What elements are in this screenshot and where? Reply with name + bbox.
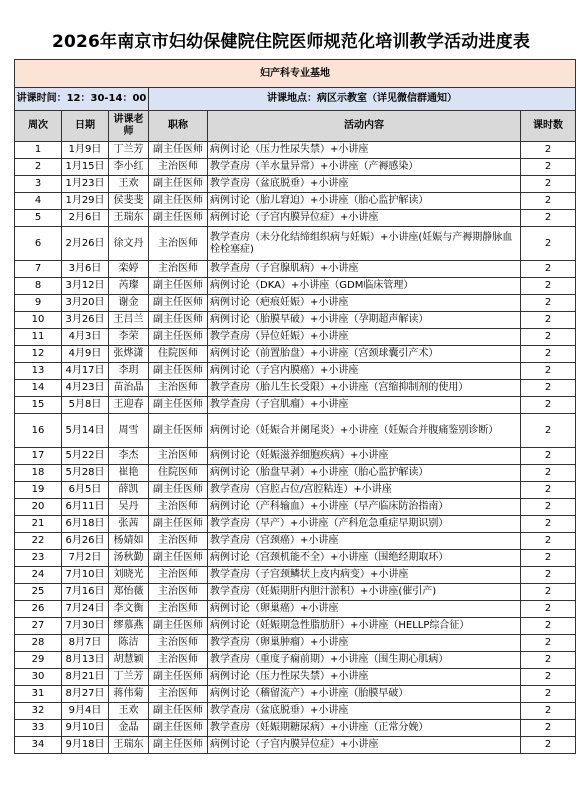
cell-activity: 教学查房（妊娠期糖尿病）+小讲座（正常分娩）: [208, 720, 521, 737]
table-row: [15, 618, 576, 635]
cell-week: 11: [15, 329, 62, 346]
cell-activity: 病例讨论（子宫内膜异位症）+小讲座: [208, 210, 521, 227]
cell-teacher: 李杰: [109, 448, 149, 465]
cell-week: 24: [15, 567, 62, 584]
cell-date: 7月10日: [62, 567, 109, 584]
cell-date: 1月15日: [62, 159, 109, 176]
department-label: 妇产科专业基地: [15, 60, 576, 88]
cell-hours: 2: [521, 686, 576, 703]
table-row: [15, 465, 576, 482]
table-row: [15, 227, 576, 261]
cell-date: 5月14日: [62, 414, 109, 448]
table-row: [15, 278, 576, 295]
cell-week: 34: [15, 737, 62, 754]
cell-title: 主治医师: [149, 448, 208, 465]
cell-hours: 2: [521, 261, 576, 278]
cell-date: 2月26日: [62, 227, 109, 261]
cell-title: 副主任医师: [149, 414, 208, 448]
cell-activity: 病例讨论（稽留流产）+小讲座（胎膜早破）: [208, 686, 521, 703]
cell-activity: 病例讨论（宫颈机能不全）+小讲座（围绝经期取环）: [208, 550, 521, 567]
cell-title: 主治医师: [149, 533, 208, 550]
cell-date: 5月22日: [62, 448, 109, 465]
cell-activity: 病例讨论（胎儿窘迫）+小讲座（胎心监护解读）: [208, 193, 521, 210]
cell-teacher: 王迎春: [109, 397, 149, 414]
cell-week: 32: [15, 703, 62, 720]
cell-week: 18: [15, 465, 62, 482]
cell-hours: 2: [521, 295, 576, 312]
cell-week: 9: [15, 295, 62, 312]
cell-date: 9月4日: [62, 703, 109, 720]
cell-hours: 2: [521, 448, 576, 465]
cell-week: 21: [15, 516, 62, 533]
header-row: [15, 111, 576, 142]
table-row: [15, 380, 576, 397]
cell-week: 7: [15, 261, 62, 278]
cell-teacher: 崔艳: [109, 465, 149, 482]
lecture-location: 讲课地点：病区示教室（详见微信群通知）: [149, 88, 576, 111]
cell-hours: 2: [521, 482, 576, 499]
cell-teacher: 李玥: [109, 363, 149, 380]
cell-week: 31: [15, 686, 62, 703]
cell-teacher: 王瑞东: [109, 210, 149, 227]
cell-teacher: 金晶: [109, 720, 149, 737]
cell-title: 副主任医师: [149, 193, 208, 210]
header-title: 职称: [149, 111, 208, 142]
header-activity: 活动内容: [208, 111, 521, 142]
cell-date: 6月5日: [62, 482, 109, 499]
cell-date: 4月17日: [62, 363, 109, 380]
cell-teacher: 汤秋勤: [109, 550, 149, 567]
table-row: [15, 550, 576, 567]
cell-week: 14: [15, 380, 62, 397]
cell-week: 25: [15, 584, 62, 601]
cell-activity: 教学查房（妊娠期肝内胆汁淤积）+小讲座(催引产): [208, 584, 521, 601]
cell-teacher: 李文衡: [109, 601, 149, 618]
cell-week: 19: [15, 482, 62, 499]
cell-date: 8月21日: [62, 669, 109, 686]
cell-title: 副主任医师: [149, 618, 208, 635]
header-hours: 课时数: [521, 111, 576, 142]
cell-hours: 2: [521, 584, 576, 601]
info-row: [15, 88, 576, 111]
cell-teacher: 徐文丹: [109, 227, 149, 261]
cell-week: 26: [15, 601, 62, 618]
cell-activity: 教学查房（胎儿生长受限）+小讲座（宫缩抑制剂的使用）: [208, 380, 521, 397]
cell-title: 主治医师: [149, 584, 208, 601]
cell-date: 4月23日: [62, 380, 109, 397]
cell-teacher: 张烨潇: [109, 346, 149, 363]
table-row: [15, 567, 576, 584]
cell-activity: 病例讨论（妊娠合并阑尾炎）+小讲座（妊娠合并腹痛鉴别诊断）: [208, 414, 521, 448]
cell-activity: 教学查房（异位妊娠）+小讲座: [208, 329, 521, 346]
table-row: [15, 193, 576, 210]
cell-teacher: 丁兰芳: [109, 142, 149, 159]
cell-hours: 2: [521, 533, 576, 550]
cell-date: 9月10日: [62, 720, 109, 737]
cell-teacher: 王欢: [109, 176, 149, 193]
cell-teacher: 郑怡薇: [109, 584, 149, 601]
cell-teacher: 缪慕燕: [109, 618, 149, 635]
table-row: [15, 499, 576, 516]
cell-title: 副主任医师: [149, 312, 208, 329]
cell-hours: 2: [521, 465, 576, 482]
cell-date: 8月27日: [62, 686, 109, 703]
table-row: [15, 584, 576, 601]
cell-activity: 教学查房（宫腔占位/宫腔粘连）+小讲座: [208, 482, 521, 499]
header-week: 周次: [15, 111, 62, 142]
cell-week: 6: [15, 227, 62, 261]
cell-teacher: 杨婧如: [109, 533, 149, 550]
cell-date: 6月26日: [62, 533, 109, 550]
table-row: [15, 261, 576, 278]
cell-teacher: 周雪: [109, 414, 149, 448]
table-row: [15, 516, 576, 533]
cell-week: 15: [15, 397, 62, 414]
cell-title: 副主任医师: [149, 482, 208, 499]
cell-activity: 病例讨论（产科输血）+小讲座（早产临床防治指南）: [208, 499, 521, 516]
table-row: [15, 210, 576, 227]
cell-hours: 2: [521, 329, 576, 346]
cell-activity: 病例讨论（妊娠期急性脂肪肝）+小讲座（HELLP综合征）: [208, 618, 521, 635]
cell-date: 4月9日: [62, 346, 109, 363]
page-title: 2026年南京市妇幼保健院住院医师规范化培训教学活动进度表: [51, 32, 531, 52]
cell-teacher: 吴丹: [109, 499, 149, 516]
cell-hours: 2: [521, 618, 576, 635]
cell-title: 主治医师: [149, 635, 208, 652]
cell-activity: 教学查房（卵巢肿瘤）+小讲座: [208, 635, 521, 652]
cell-teacher: 谢金: [109, 295, 149, 312]
cell-teacher: 王瑞东: [109, 737, 149, 754]
cell-hours: 2: [521, 176, 576, 193]
cell-hours: 2: [521, 380, 576, 397]
table-row: [15, 601, 576, 618]
cell-title: 副主任医师: [149, 210, 208, 227]
schedule-table: [14, 59, 576, 754]
cell-title: 副主任医师: [149, 278, 208, 295]
cell-teacher: 蒋伟菊: [109, 686, 149, 703]
cell-title: 副主任医师: [149, 703, 208, 720]
cell-hours: 2: [521, 720, 576, 737]
cell-hours: 2: [521, 635, 576, 652]
lecture-time: 讲课时间：12：30-14：00: [15, 88, 149, 111]
cell-week: 8: [15, 278, 62, 295]
table-row: [15, 397, 576, 414]
cell-teacher: 栾婷: [109, 261, 149, 278]
cell-teacher: 侯斐斐: [109, 193, 149, 210]
cell-hours: 2: [521, 601, 576, 618]
cell-hours: 2: [521, 363, 576, 380]
cell-week: 29: [15, 652, 62, 669]
cell-activity: 病例讨论（胎盘早剥）+小讲座（胎心监护解读）: [208, 465, 521, 482]
table-row: [15, 669, 576, 686]
cell-date: 4月3日: [62, 329, 109, 346]
cell-date: 7月16日: [62, 584, 109, 601]
cell-title: 副主任医师: [149, 329, 208, 346]
cell-week: 30: [15, 669, 62, 686]
cell-week: 4: [15, 193, 62, 210]
cell-activity: 教学查房（未分化结缔组织病与妊娠）+小讲座(妊娠与产褥期静脉血栓栓塞症): [208, 227, 521, 261]
cell-activity: 病例讨论（疤痕妊娠）+小讲座: [208, 295, 521, 312]
cell-teacher: 李荣: [109, 329, 149, 346]
cell-hours: 2: [521, 567, 576, 584]
cell-week: 1: [15, 142, 62, 159]
cell-date: 5月8日: [62, 397, 109, 414]
cell-date: 8月13日: [62, 652, 109, 669]
cell-week: 20: [15, 499, 62, 516]
cell-week: 5: [15, 210, 62, 227]
cell-title: 副主任医师: [149, 737, 208, 754]
cell-title: 副主任医师: [149, 397, 208, 414]
cell-teacher: 陈洁: [109, 635, 149, 652]
table-row: [15, 346, 576, 363]
table-row: [15, 482, 576, 499]
cell-hours: 2: [521, 669, 576, 686]
table-row: [15, 142, 576, 159]
cell-teacher: 李小红: [109, 159, 149, 176]
cell-activity: 教学查房（子宫肌瘤）+小讲座: [208, 397, 521, 414]
cell-teacher: 芮璨: [109, 278, 149, 295]
cell-activity: 教学查房（盆底脱垂）+小讲座: [208, 703, 521, 720]
cell-activity: 教学查房（子宫颈鳞状上皮内病变）+小讲座: [208, 567, 521, 584]
cell-activity: 教学查房（子宫腺肌病）+小讲座: [208, 261, 521, 278]
cell-week: 16: [15, 414, 62, 448]
table-row: [15, 737, 576, 754]
cell-hours: 2: [521, 397, 576, 414]
cell-hours: 2: [521, 516, 576, 533]
cell-hours: 2: [521, 142, 576, 159]
cell-activity: 病例讨论（子宫内膜癌）+小讲座: [208, 363, 521, 380]
cell-week: 33: [15, 720, 62, 737]
cell-hours: 2: [521, 210, 576, 227]
cell-activity: 教学查房（盆底脱垂）+小讲座: [208, 176, 521, 193]
cell-activity: 病例讨论（压力性尿失禁）+小讲座: [208, 142, 521, 159]
cell-activity: 教学查房（羊水量异常）+小讲座（产褥感染）: [208, 159, 521, 176]
cell-week: 28: [15, 635, 62, 652]
cell-week: 3: [15, 176, 62, 193]
table-row: [15, 652, 576, 669]
cell-week: 10: [15, 312, 62, 329]
cell-date: 3月12日: [62, 278, 109, 295]
cell-date: 1月23日: [62, 176, 109, 193]
cell-title: 主治医师: [149, 652, 208, 669]
cell-activity: 病例讨论（妊娠滋养细胞疾病）+小讲座: [208, 448, 521, 465]
table-row: [15, 686, 576, 703]
cell-teacher: 刘晓光: [109, 567, 149, 584]
cell-title: 住院医师: [149, 346, 208, 363]
cell-activity: 教学查房（宫颈癌）+小讲座: [208, 533, 521, 550]
cell-date: 3月6日: [62, 261, 109, 278]
cell-date: 7月2日: [62, 550, 109, 567]
cell-date: 6月11日: [62, 499, 109, 516]
cell-title: 主治医师: [149, 261, 208, 278]
cell-activity: 病例讨论（压力性尿失禁）+小讲座: [208, 669, 521, 686]
cell-activity: 病例讨论（子宫内膜异位症）+小讲座: [208, 737, 521, 754]
cell-title: 主治医师: [149, 159, 208, 176]
header-teacher: 讲课老师: [109, 111, 149, 142]
table-row: [15, 295, 576, 312]
table-row: [15, 363, 576, 380]
cell-title: 副主任医师: [149, 720, 208, 737]
cell-teacher: 丁兰芳: [109, 669, 149, 686]
cell-teacher: 胡慧颖: [109, 652, 149, 669]
cell-week: 23: [15, 550, 62, 567]
cell-hours: 2: [521, 703, 576, 720]
table-row: [15, 329, 576, 346]
cell-date: 3月20日: [62, 295, 109, 312]
table-row: [15, 176, 576, 193]
cell-week: 17: [15, 448, 62, 465]
cell-activity: 病例讨论（胎膜早破）+小讲座（孕期超声解读）: [208, 312, 521, 329]
cell-date: 1月29日: [62, 193, 109, 210]
table-row: [15, 448, 576, 465]
cell-date: 1月9日: [62, 142, 109, 159]
cell-title: 副主任医师: [149, 142, 208, 159]
cell-title: 主治医师: [149, 601, 208, 618]
cell-hours: 2: [521, 652, 576, 669]
cell-title: 主治医师: [149, 686, 208, 703]
cell-title: 主治医师: [149, 380, 208, 397]
cell-week: 12: [15, 346, 62, 363]
cell-date: 7月30日: [62, 618, 109, 635]
cell-title: 主治医师: [149, 567, 208, 584]
cell-hours: 2: [521, 312, 576, 329]
table-row: [15, 414, 576, 448]
cell-title: 住院医师: [149, 465, 208, 482]
cell-date: 5月28日: [62, 465, 109, 482]
cell-teacher: 王吕兰: [109, 312, 149, 329]
cell-hours: 2: [521, 278, 576, 295]
cell-date: 6月18日: [62, 516, 109, 533]
cell-activity: 病例讨论（前置胎盘）+小讲座（宫颈球囊引产术）: [208, 346, 521, 363]
cell-hours: 2: [521, 499, 576, 516]
cell-activity: 病例讨论（DKA）+小讲座（GDM临床管理）: [208, 278, 521, 295]
cell-title: 副主任医师: [149, 176, 208, 193]
cell-title: 主治医师: [149, 499, 208, 516]
table-row: [15, 159, 576, 176]
cell-date: 7月24日: [62, 601, 109, 618]
header-date: 日期: [62, 111, 109, 142]
cell-title: 副主任医师: [149, 295, 208, 312]
cell-hours: 2: [521, 346, 576, 363]
table-row: [15, 312, 576, 329]
cell-title: 副主任医师: [149, 669, 208, 686]
cell-week: 2: [15, 159, 62, 176]
cell-teacher: 薛凯: [109, 482, 149, 499]
cell-activity: 教学查房（早产）+小讲座（产科危急重症早期识别）: [208, 516, 521, 533]
cell-activity: 病例讨论（卵巢癌）+小讲座: [208, 601, 521, 618]
table-row: [15, 720, 576, 737]
department-banner: [15, 60, 576, 88]
cell-activity: 教学查房（重度子痫前期）+小讲座（围生期心肌病）: [208, 652, 521, 669]
cell-date: 9月18日: [62, 737, 109, 754]
cell-week: 27: [15, 618, 62, 635]
cell-hours: 2: [521, 550, 576, 567]
cell-teacher: 苗治晶: [109, 380, 149, 397]
table-row: [15, 703, 576, 720]
cell-date: 8月7日: [62, 635, 109, 652]
cell-title: 副主任医师: [149, 550, 208, 567]
cell-hours: 2: [521, 737, 576, 754]
cell-date: 3月26日: [62, 312, 109, 329]
cell-hours: 2: [521, 159, 576, 176]
cell-week: 13: [15, 363, 62, 380]
cell-hours: 2: [521, 193, 576, 210]
cell-title: 主治医师: [149, 227, 208, 261]
cell-teacher: 王欢: [109, 703, 149, 720]
cell-date: 2月6日: [62, 210, 109, 227]
cell-week: 22: [15, 533, 62, 550]
cell-hours: 2: [521, 414, 576, 448]
table-row: [15, 635, 576, 652]
cell-hours: 2: [521, 227, 576, 261]
cell-title: 副主任医师: [149, 363, 208, 380]
cell-teacher: 张茜: [109, 516, 149, 533]
cell-title: 副主任医师: [149, 516, 208, 533]
table-row: [15, 533, 576, 550]
